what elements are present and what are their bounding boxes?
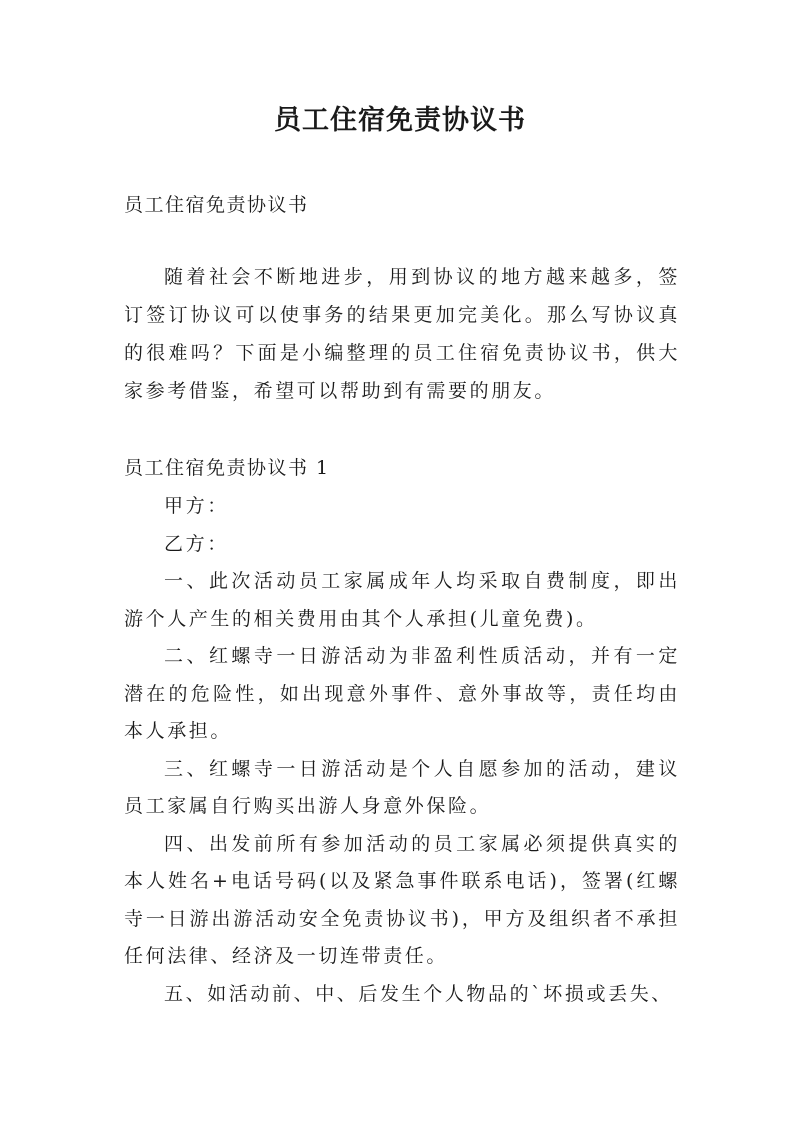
section-heading: 员工住宿免责协议书 1	[124, 457, 330, 479]
agreement-body	[124, 488, 680, 1013]
clause-4: 四、出发前所有参加活动的员工家属必须提供真实的本人姓名+电话号码(以及紧急事件联系电话)，签署(红螺寺一日游出游活动安全免责协议书)，甲方及组织者不承担任何法律、经济及一切连带责任。	[124, 832, 680, 967]
party-a-line: 甲方：	[164, 495, 229, 517]
clause-3: 三、红螺寺一日游活动是个人自愿参加的活动，建议员工家属自行购买出游人身意外保险。	[124, 757, 680, 817]
document-title: 员工住宿免责协议书	[274, 105, 526, 136]
clause-1: 一、此次活动员工家属成年人均采取自费制度，即出游个人产生的相关费用由其个人承担(儿童免费)。	[124, 570, 680, 630]
document-subtitle: 员工住宿免责协议书	[124, 194, 309, 216]
clause-2: 二、红螺寺一日游活动为非盈利性质活动，并有一定潜在的危险性，如出现意外事件、意外事故等，责任均由本人承担。	[124, 645, 680, 742]
clause-5: 五、如活动前、中、后发生个人物品的`坏损或丢失、	[164, 982, 673, 1005]
party-b-line: 乙方：	[164, 532, 229, 555]
intro-paragraph: 随着社会不断地进步，用到协议的地方越来越多，签订签订协议可以使事务的结果更加完美化。那么写协议真的很难吗？下面是小编整理的员工住宿免责协议书，供大家参考借鉴，希望可以帮助到有需要的朋友。	[124, 266, 680, 402]
